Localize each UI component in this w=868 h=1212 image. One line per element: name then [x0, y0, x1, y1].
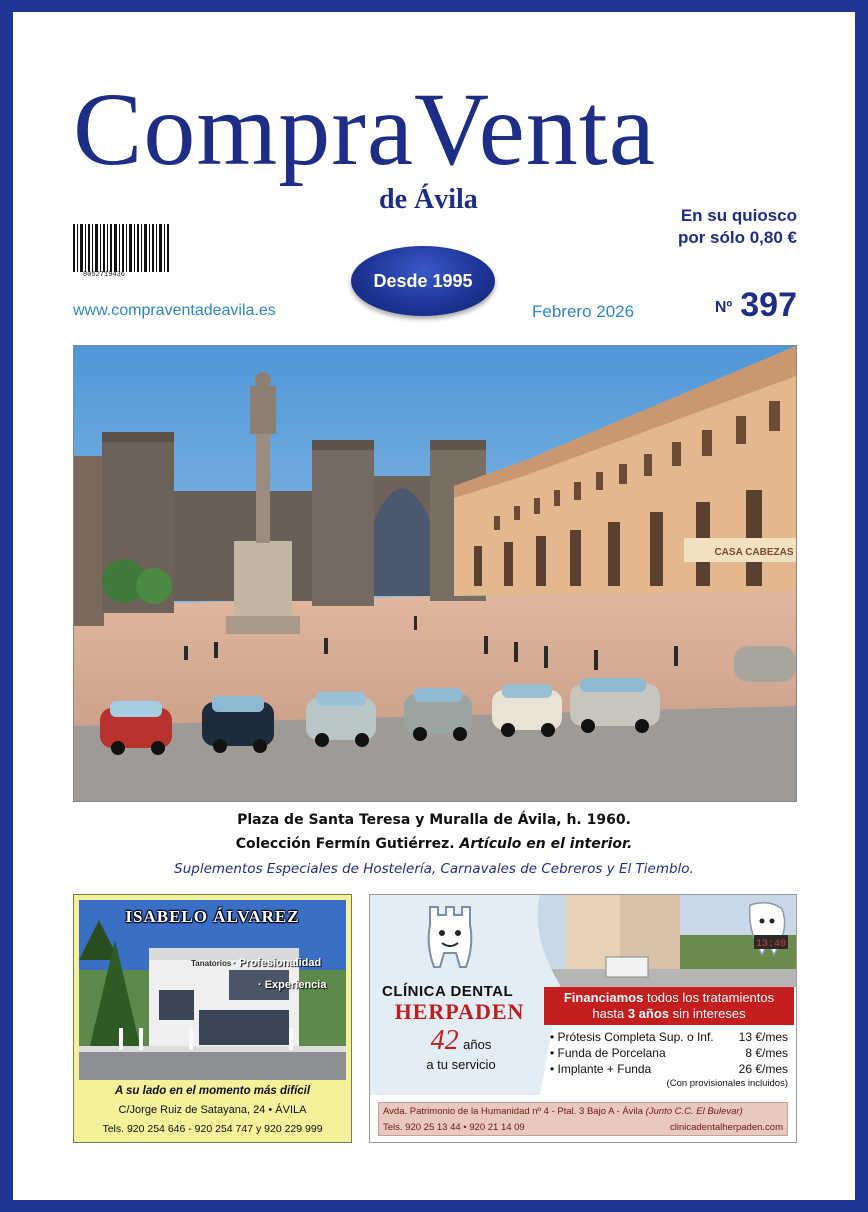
dental-ad: [369, 894, 797, 1143]
price-row: [550, 1029, 788, 1045]
dental-years-number: 42: [430, 1025, 459, 1056]
funeral-address: C/Jorge Ruiz de Satayana, 24 • ÁVILA: [118, 1104, 307, 1116]
price-item-value: 8 €/mes: [745, 1046, 788, 1060]
dental-address: [383, 1106, 743, 1117]
dental-website[interactable]: clinicadentalherpaden.com: [669, 1122, 783, 1133]
masthead-subtitle: de Ávila: [379, 184, 478, 215]
dental-address-main: Avda. Patrimonio de la Humanidad nº 4 - Ptal. 3 Bajo A - Ávila: [383, 1106, 643, 1117]
shop-sign: CASA CABEZAS: [714, 547, 794, 558]
issue-value: 397: [740, 286, 797, 324]
price-item-label: • Prótesis Completa Sup. o Inf.: [550, 1029, 714, 1045]
price-line-2: por sólo 0,80 €: [677, 228, 797, 247]
tanatorios-sign: Tanatorios: [191, 959, 232, 968]
photo-caption: Plaza de Santa Teresa y Muralla de Ávila, h. 1960.: [237, 812, 631, 828]
magazine-cover: [13, 12, 855, 1200]
cover-photo: [73, 345, 797, 802]
dental-phones: Tels. 920 25 13 44 • 920 21 14 09: [383, 1122, 525, 1133]
barcode-icon: [73, 224, 169, 272]
financing-years: 3 años: [627, 1006, 669, 1021]
photo-credit-collection: Colección Fermín Gutiérrez.: [235, 836, 455, 852]
price-note: (Con provisionales incluidos): [666, 1078, 788, 1089]
dental-address-note: (Junto C.C. El Bulevar): [645, 1106, 743, 1117]
funeral-tagline: A su lado en el momento más difícil: [114, 1085, 311, 1097]
financing-text: todos los tratamientos: [646, 990, 775, 1005]
dental-price-list: [550, 1029, 788, 1091]
financing-bold: Financiamos: [563, 990, 644, 1005]
dental-years: [406, 1025, 516, 1057]
price-row: [550, 1061, 788, 1077]
masthead-title: CompraVenta: [73, 72, 656, 187]
price-item-label: • Funda de Porcelana: [550, 1045, 666, 1061]
price-notice: [678, 205, 797, 249]
funeral-phones: Tels. 920 254 646 - 920 254 747 y 920 229 999: [102, 1123, 323, 1135]
funeral-feature-2: · Experiencia: [258, 979, 327, 991]
funeral-ad: [73, 894, 352, 1143]
dental-service: a tu servicio: [426, 1057, 496, 1072]
dental-footer: [378, 1102, 788, 1136]
barcode-number: 8052719436: [83, 271, 126, 279]
dental-title-2: HERPADEN: [394, 999, 525, 1024]
issue-label: Nº: [714, 299, 733, 316]
since-badge: [351, 246, 495, 316]
since-badge-label: Desde 1995: [373, 270, 473, 291]
price-item-value: 26 €/mes: [738, 1062, 788, 1076]
issue-number: [715, 286, 797, 325]
financing-until: hasta: [592, 1006, 625, 1021]
funeral-ad-name: ISABELO ÁLVAREZ: [125, 907, 300, 926]
price-line-1: En su quiosco: [680, 206, 797, 225]
supplements-note: Suplementos Especiales de Hostelería, Carnavales de Cebreros y El Tiemblo.: [174, 861, 694, 877]
photo-credit: [13, 836, 855, 852]
price-item-value: 13 €/mes: [738, 1030, 788, 1044]
website-link[interactable]: www.compraventadeavila.es: [73, 302, 276, 319]
financing-no-interest: sin intereses: [672, 1006, 746, 1021]
price-item-label: • Implante + Funda: [550, 1061, 651, 1077]
funeral-feature-1: · Profesionalidad: [232, 957, 322, 969]
photo-credit-article: Artículo en el interior.: [459, 836, 633, 852]
price-row: [550, 1045, 788, 1061]
dental-financing-banner: [544, 987, 794, 1025]
issue-date: Febrero 2026: [532, 302, 635, 321]
dental-title-1: CLÍNICA DENTAL: [382, 983, 514, 1000]
dental-years-word: años: [463, 1037, 492, 1052]
clock-display: 13:40: [755, 939, 787, 950]
